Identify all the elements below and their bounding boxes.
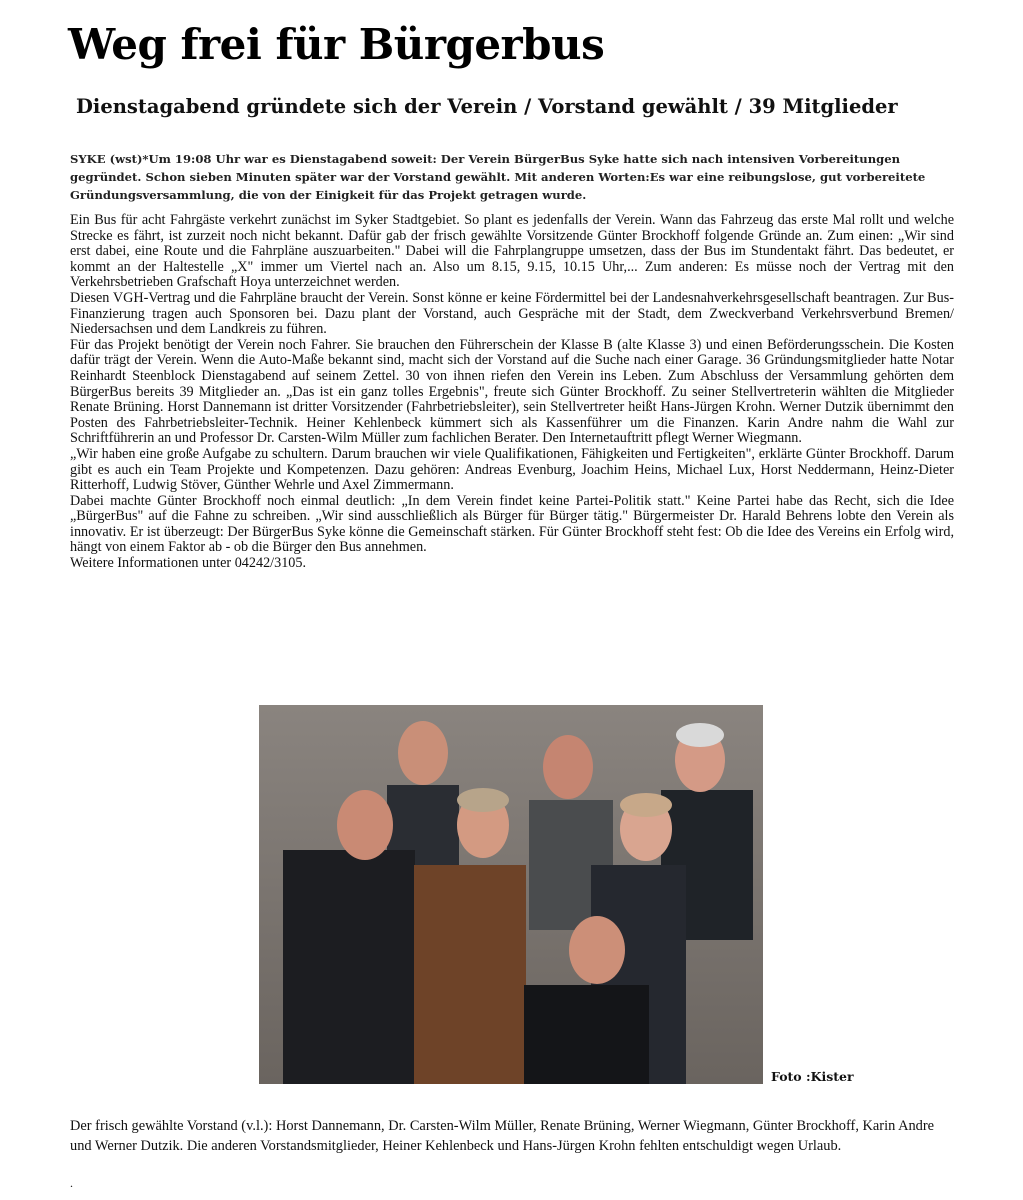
body-paragraph: Ein Bus für acht Fahrgäste verkehrt zunächst im Syker Stadtgebiet. So plant es jedenfalls der Verein. Wann das Fahrzeug das erste Mal rollt und welche Strecke es fährt, ist zurzeit noch nicht bekannt. Dafür gab der frisch gewählte Vorsitzende Günter Brockhoff folgende Gründe an. Zum einen: „Wir sind erst dabei, eine Route und die Fahrpläne auszuarbeiten." Dabei will die Fahrplangruppe umsetzen, dass der Bus im Stundentakt fährt. Das bedeutet, er kommt an der Haltestelle „X" immer um Viertel nach an. Also um 8.15, 9.15, 10.15 Uhr,... Zum anderen: Es müsse noch der Vertrag mit den Verkehrsbetrieben Grafschaft Hoya unterzeichnet werden.	[70, 212, 954, 291]
group-photo-illustration	[259, 705, 763, 1084]
photo-caption: Der frisch gewählte Vorstand (v.l.): Horst Dannemann, Dr. Carsten-Wilm Müller, Renate Brüning, Werner Wiegmann, Günter Brockhoff, Karin Andre und Werner Dutzik. Die anderen Vorstandsmitglieder, Heiner Kehlenbeck und Hans-Jürgen Krohn fehlten entschuldigt wegen Urlaub.	[70, 1118, 935, 1154]
photo-credit: Foto :Kister	[771, 1069, 854, 1084]
body-paragraph: Dabei machte Günter Brockhoff noch einmal deutlich: „In dem Verein findet keine Partei-Politik statt." Keine Partei habe das Recht, sich die Idee „BürgerBus" auf die Fahne zu schreiben. „Wir sind ausschließlich als Bürger für Bürger tätig." Bürgermeister Dr. Harald Behrens lobte den Verein als innovativ. Er ist überzeugt: Der BürgerBus Syke könne die Gemeinschaft stärken. Für Günter Brockhoff steht fest: Ob die Idee des Vereins ein Erfolg wird, hängt von einem Faktor ab - ob die Bürger den Bus annehmen.	[70, 492, 954, 556]
headline: Weg frei für Bürgerbus	[68, 20, 605, 69]
subheadline: Dienstagabend gründete sich der Verein / Vorstand gewählt / 39 Mitglieder	[76, 95, 898, 118]
body-paragraph: Für das Projekt benötigt der Verein noch Fahrer. Sie brauchen den Führerschein der Klasse B (alte Klasse 3) und einen Beförderungsschein. Die Kosten dafür trägt der Verein. Wenn die Auto-Maße bekannt sind, macht sich der Vorstand auf die Suche nach einer Garage. 36 Gründungsmitglieder hatte Notar Reinhardt Steenblock Dienstagabend auf seinem Zettel. 30 von ihnen riefen den Verein ins Leben. Zum Abschluss der Versammlung gehörten dem BürgerBus bereits 39 Mitglieder an. „Das ist ein ganz tolles Ergebnis", freute sich Günter Brockhoff. Zu seiner Stellvertreterin wählten die Mitglieder Renate Brüning. Horst Dannemann ist dritter Vorsitzender (Fahrbetriebsleiter), sein Stellvertreter heißt Hans-Jürgen Krohn. Werner Dutzik übernimmt den Posten des Fahrbetriebsleiter-Technik. Heiner Kehlenbeck kümmert sich als Kassenführer um die Finanzen. Karin Andre nahm die Wahl zur Schriftführerin an und Professor Dr. Carsten-Wilm Müller zum fachlichen Berater. Den Internetauftritt pflegt Werner Wiegmann.	[70, 336, 954, 447]
body-paragraph: „Wir haben eine große Aufgabe zu schultern. Darum brauchen wir viele Qualifikationen, Fähigkeiten und Fertigkeiten", erklärte Günter Brockhoff. Darum gibt es auch ein Team Projekte und Kompetenzen. Dazu gehören: Andreas Evenburg, Joachim Heins, Michael Lux, Horst Neddermann, Heinz-Dieter Ritterhoff, Ludwig Stöver, Günther Wehrle und Axel Zimmermann.	[70, 445, 954, 494]
trailing-mark: .	[70, 1176, 73, 1190]
body-paragraph: Weitere Informationen unter 04242/3105.	[70, 555, 307, 572]
lead-paragraph: SYKE (wst)*Um 19:08 Uhr war es Dienstagabend soweit: Der Verein BürgerBus Syke hatte sich nach intensiven Vorbereitungen gegründet. Schon sieben Minuten später war der Vorstand gewählt. Mit anderen Worten:Es war eine reibungslose, gut vorbereitete Gründungsversammlung, die von der Einigkeit für das Projekt getragen wurde.	[70, 152, 926, 202]
body-paragraph: Diesen VGH-Vertrag und die Fahrpläne braucht der Verein. Sonst könne er keine Fördermittel bei der Landesnahverkehrsgesellschaft beantragen. Zur Bus-Finanzierung tragen auch Sponsoren bei. Dazu plant der Vorstand, auch Gespräche mit der Stadt, dem Zweckverband Verkehrsverbund Bremen/ Niedersachsen und dem Landkreis zu führen.	[70, 289, 954, 338]
article-body	[70, 213, 954, 572]
group-photo	[259, 705, 763, 1084]
